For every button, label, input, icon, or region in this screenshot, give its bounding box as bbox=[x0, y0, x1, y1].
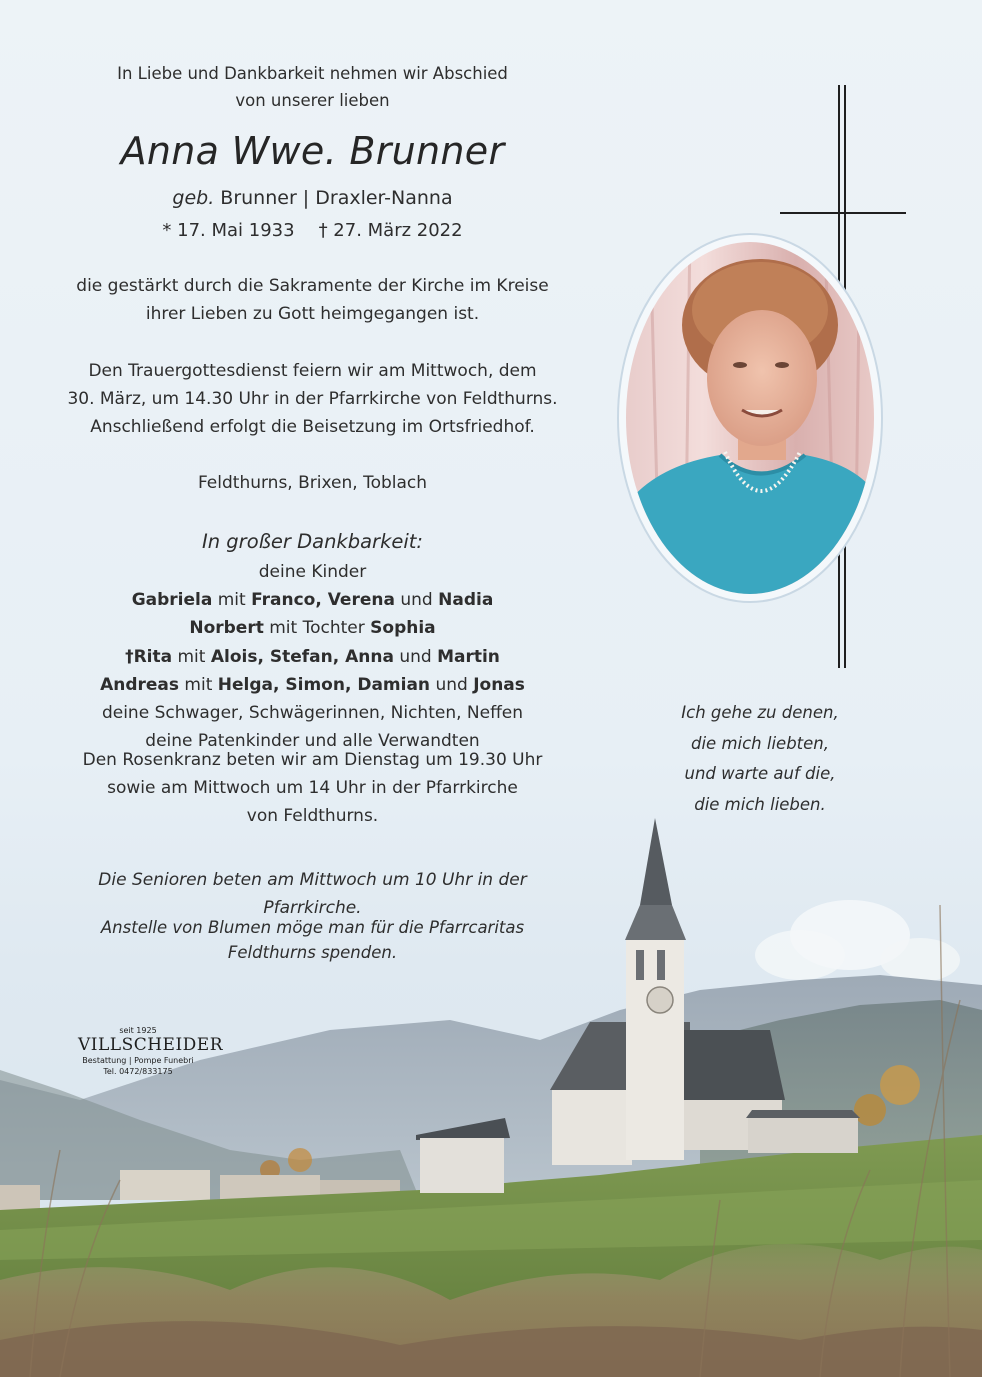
family-line: deine Patenkinder und alle Verwandten bbox=[145, 731, 480, 752]
family-line: Andreas mit Helga, Simon, Damian und Jonas bbox=[100, 674, 525, 695]
family-list bbox=[60, 558, 565, 755]
deceased-name: Anna Wwe. Brunner bbox=[120, 129, 505, 173]
family-line: deine Kinder bbox=[258, 562, 367, 582]
death-date: † 27. März 2022 bbox=[318, 220, 463, 241]
notice-text-column bbox=[60, 0, 565, 1000]
intro-text: In Liebe und Dankbarkeit nehmen wir Abschied von unserer lieben bbox=[117, 64, 508, 110]
portrait-photo bbox=[610, 230, 920, 606]
funeral-service-paragraph: Den Trauergottesdienst feiern wir am Mittwoch, dem 30. März, um 14.30 Uhr in der Pfarrkirche von Feldthurns. Anschließend erfolgt die Beisetzung im Ortsfriedhof. bbox=[67, 361, 558, 437]
memorial-quote: Ich gehe zu denen, die mich liebten, und warte auf die, die mich lieben. bbox=[681, 703, 839, 814]
family-line: †Rita mit Alois, Stefan, Anna und Martin bbox=[125, 646, 500, 667]
cross-horizontal bbox=[780, 212, 906, 214]
funeral-home-logo: seit 1925 VILLSCHEIDER Bestattung | Pompe Funebri Tel. 0472/833175 bbox=[78, 1026, 224, 1076]
family-line: deine Schwager, Schwägerinnen, Nichten, Neffen bbox=[101, 702, 524, 723]
places-line: Feldthurns, Brixen, Toblach bbox=[197, 473, 428, 493]
flowers-note: Anstelle von Blumen möge man für die Pfarrcaritas Feldthurns spenden. bbox=[100, 918, 525, 962]
family-line: Norbert mit Tochter Sophia bbox=[189, 618, 436, 639]
sacrament-paragraph: die gestärkt durch die Sakramente der Kirche im Kreise ihrer Lieben zu Gott heimgegangen ist. bbox=[76, 276, 549, 324]
gratitude-heading: In großer Dankbarkeit: bbox=[201, 530, 423, 553]
birth-date: * 17. Mai 1933 bbox=[162, 220, 295, 241]
family-line: Gabriela mit Franco, Verena und Nadia bbox=[131, 590, 494, 611]
rosary-paragraph: Den Rosenkranz beten wir am Dienstag um 19.30 Uhr sowie am Mittwoch um 14 Uhr in der Pfarrkirche von Feldthurns. bbox=[82, 750, 543, 826]
maiden-name: geb. Brunner | Draxler-Nanna bbox=[172, 187, 453, 209]
seniors-prayer: Die Senioren beten am Mittwoch um 10 Uhr in der Pfarrkirche. bbox=[98, 870, 527, 918]
life-dates bbox=[60, 217, 565, 245]
